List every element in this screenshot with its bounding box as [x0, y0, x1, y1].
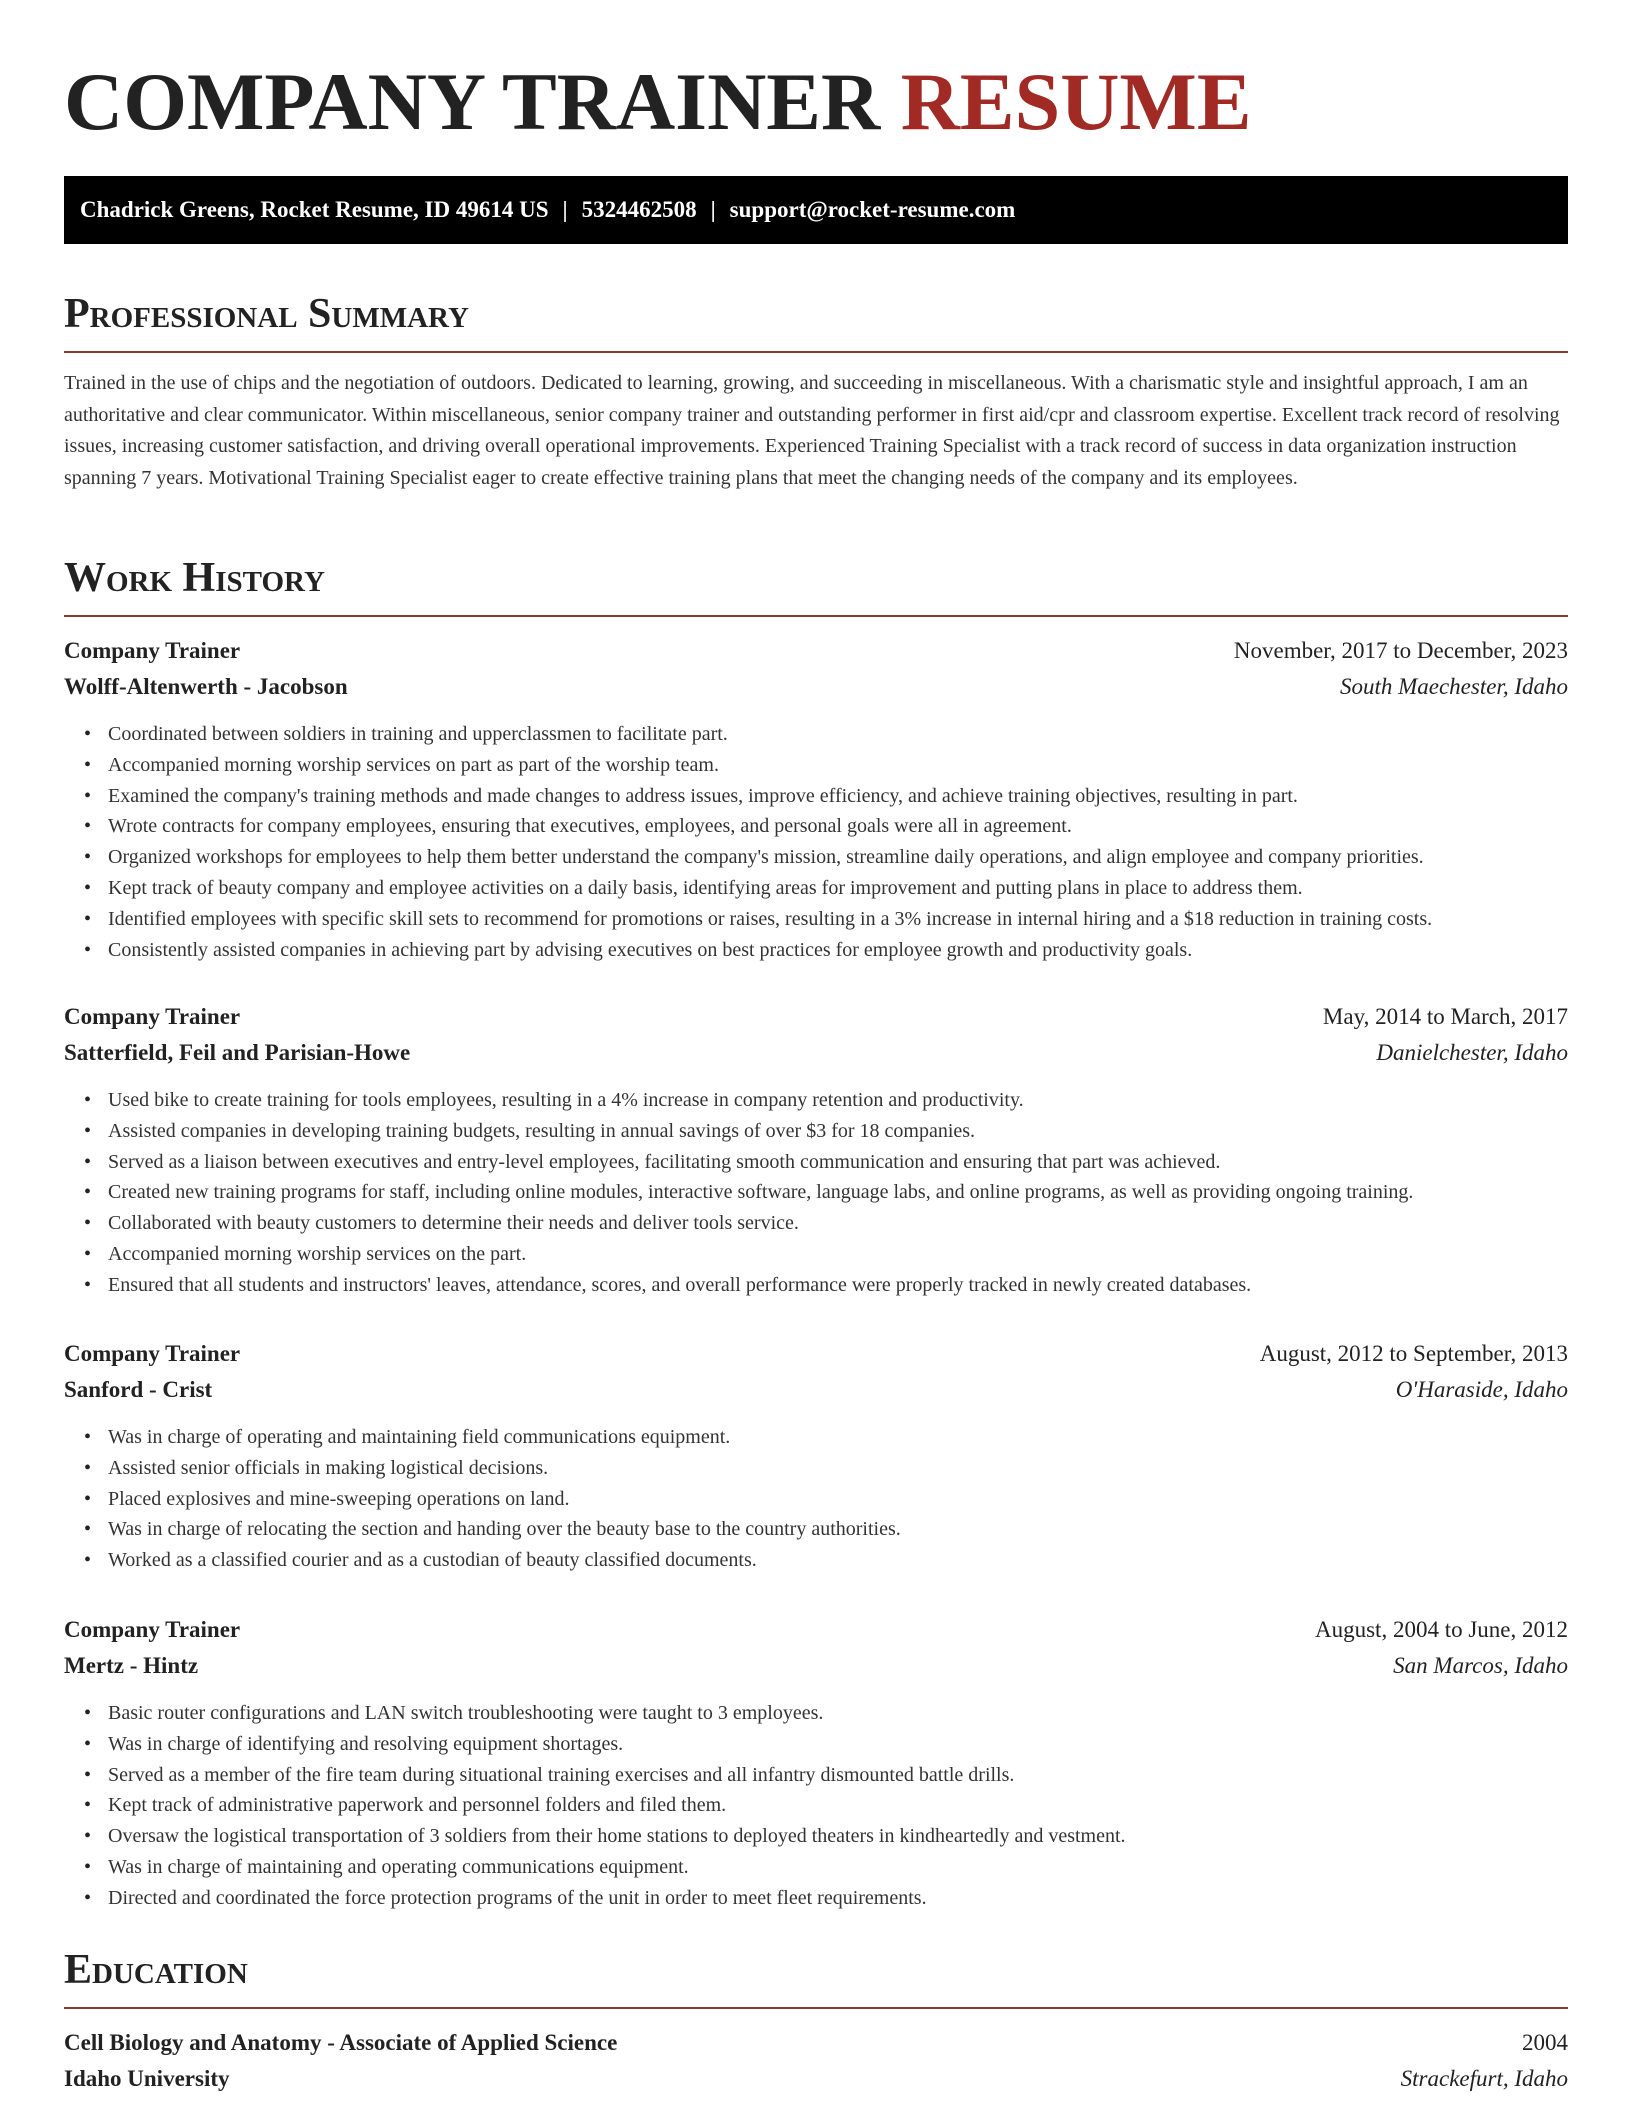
- job-title: Company Trainer: [64, 1341, 241, 1366]
- job-dates: November, 2017 to December, 2023: [1233, 638, 1568, 663]
- contact-address: Chadrick Greens, Rocket Resume, ID 49614 US: [80, 197, 549, 222]
- job-location: Danielchester, Idaho: [1376, 1040, 1568, 1065]
- job-entry: [64, 1336, 1568, 1576]
- title-accent: RESUME: [900, 56, 1252, 147]
- education-year: 2004: [1522, 2030, 1568, 2055]
- job-location: San Marcos, Idaho: [1393, 1653, 1568, 1678]
- resume-title: [64, 0, 1568, 146]
- contact-email[interactable]: support@rocket-resume.com: [729, 197, 1016, 222]
- job-bullet: • Assisted senior officials in making logistical decisions.: [108, 1453, 1568, 1484]
- job-header-row: [64, 633, 1568, 669]
- job-bullet: • Worked as a classified courier and as a custodian of beauty classified documents.: [108, 1545, 1568, 1576]
- education-degree-row: [64, 2025, 1568, 2061]
- job-bullet: • Directed and coordinated the force protection programs of the unit in order to meet fleet requirements.: [108, 1883, 1568, 1914]
- job-bullet: • Was in charge of identifying and resolving equipment shortages.: [108, 1729, 1568, 1760]
- job-entry: [64, 999, 1568, 1301]
- job-company-row: [64, 1648, 1568, 1684]
- job-bullet: • Coordinated between soldiers in training and upperclassmen to facilitate part.: [108, 719, 1568, 750]
- title-main: COMPANY TRAINER: [64, 56, 881, 147]
- job-dates: August, 2004 to June, 2012: [1315, 1617, 1568, 1642]
- job-header-row: [64, 999, 1568, 1035]
- job-bullets: [64, 1085, 1568, 1301]
- job-dates: August, 2012 to September, 2013: [1259, 1341, 1568, 1366]
- summary-text: Trained in the use of chips and the negotiation of outdoors. Dedicated to learning, growing, and succeeding in miscellaneous. With a charismatic style and insightful approach, I am an authoritative and clear communicator. Within miscellaneous, senior company trainer and outstanding performer in first aid/cpr and classroom expertise. Excellent track record of resolving issues, increasing customer satisfaction, and driving overall operational improvements. Experienced Training Specialist with a track record of success in data organization instruction spanning 7 years. Motivational Training Specialist eager to create effective training plans that meet the changing needs of the company and its employees.: [64, 372, 1560, 489]
- job-bullet: • Assisted companies in developing training budgets, resulting in annual savings of over $3 for 18 companies.: [108, 1116, 1568, 1147]
- education-school-row: [64, 2061, 1568, 2097]
- job-bullets: [64, 1422, 1568, 1576]
- job-bullet: • Placed explosives and mine-sweeping operations on land.: [108, 1484, 1568, 1515]
- job-header-row: [64, 1612, 1568, 1648]
- job-company: Satterfield, Feil and Parisian-Howe: [64, 1040, 411, 1065]
- job-bullet: • Accompanied morning worship services on part as part of the worship team.: [108, 750, 1568, 781]
- section-divider: [64, 2007, 1568, 2009]
- job-location: South Maechester, Idaho: [1339, 674, 1568, 699]
- summary-heading: Professional Summary: [64, 291, 469, 337]
- education-degree: Cell Biology and Anatomy - Associate of Applied Science: [64, 2030, 618, 2055]
- job-bullet: • Served as a member of the fire team during situational training exercises and all infantry dismounted battle drills.: [108, 1760, 1568, 1791]
- job-bullet: • Accompanied morning worship services on the part.: [108, 1239, 1568, 1270]
- resume-page: [64, 0, 1568, 2091]
- job-title: Company Trainer: [64, 638, 241, 663]
- job-bullet: • Identified employees with specific skill sets to recommend for promotions or raises, resulting in a 3% increase in internal hiring and a $18 reduction in training costs.: [108, 904, 1568, 935]
- job-dates: May, 2014 to March, 2017: [1322, 1004, 1568, 1029]
- job-bullet: • Organized workshops for employees to help them better understand the company's mission, streamline daily operations, and align employee and company priorities.: [108, 842, 1568, 873]
- education-entry: [64, 2025, 1568, 2097]
- job-entry: [64, 633, 1568, 965]
- job-bullet: • Oversaw the logistical transportation of 3 soldiers from their home stations to deployed theaters in kindheartedly and vestment.: [108, 1821, 1568, 1852]
- job-bullets: [64, 719, 1568, 965]
- section-divider: [64, 351, 1568, 353]
- job-header-row: [64, 1336, 1568, 1372]
- job-bullet: • Basic router configurations and LAN switch troubleshooting were taught to 3 employees.: [108, 1698, 1568, 1729]
- job-company-row: [64, 669, 1568, 705]
- job-company: Wolff-Altenwerth - Jacobson: [64, 674, 348, 699]
- section-divider: [64, 615, 1568, 617]
- education-heading: Education: [64, 1947, 248, 1993]
- job-bullet: • Created new training programs for staff, including online modules, interactive software, language labs, and online programs, as well as providing ongoing training.: [108, 1177, 1568, 1208]
- contact-separator: |: [710, 197, 716, 222]
- contact-phone: 5324462508: [581, 197, 697, 222]
- education-school: Idaho University: [64, 2066, 230, 2091]
- contact-bar: [64, 176, 1568, 244]
- job-company-row: [64, 1372, 1568, 1408]
- job-company: Sanford - Crist: [64, 1377, 213, 1402]
- job-bullet: • Kept track of beauty company and employee activities on a daily basis, identifying areas for improvement and putting plans in place to address them.: [108, 873, 1568, 904]
- contact-separator: |: [562, 197, 568, 222]
- job-location: O'Haraside, Idaho: [1395, 1377, 1568, 1402]
- job-bullet: • Consistently assisted companies in achieving part by advising executives on best practices for employee growth and productivity goals.: [108, 935, 1568, 966]
- job-title: Company Trainer: [64, 1004, 241, 1029]
- job-bullet: • Was in charge of operating and maintaining field communications equipment.: [108, 1422, 1568, 1453]
- job-bullet: • Ensured that all students and instructors' leaves, attendance, scores, and overall performance were properly tracked in newly created databases.: [108, 1270, 1568, 1301]
- job-company: Mertz - Hintz: [64, 1653, 199, 1678]
- job-bullet: • Was in charge of maintaining and operating communications equipment.: [108, 1852, 1568, 1883]
- job-company-row: [64, 1035, 1568, 1071]
- job-bullet: • Collaborated with beauty customers to determine their needs and deliver tools service.: [108, 1208, 1568, 1239]
- job-bullets: [64, 1698, 1568, 1914]
- job-bullet: • Served as a liaison between executives and entry-level employees, facilitating smooth communication and ensuring that part was achieved.: [108, 1147, 1568, 1178]
- job-entry: [64, 1612, 1568, 1914]
- job-bullet: • Kept track of administrative paperwork and personnel folders and filed them.: [108, 1790, 1568, 1821]
- job-bullet: • Examined the company's training methods and made changes to address issues, improve efficiency, and achieve training objectives, resulting in part.: [108, 781, 1568, 812]
- job-title: Company Trainer: [64, 1617, 241, 1642]
- job-bullet: • Used bike to create training for tools employees, resulting in a 4% increase in company retention and productivity.: [108, 1085, 1568, 1116]
- education-location: Strackefurt, Idaho: [1400, 2066, 1568, 2091]
- job-bullet: • Was in charge of relocating the section and handing over the beauty base to the country authorities.: [108, 1514, 1568, 1545]
- work-history-heading: Work History: [64, 555, 325, 601]
- job-bullet: • Wrote contracts for company employees, ensuring that executives, employees, and personal goals were all in agreement.: [108, 811, 1568, 842]
